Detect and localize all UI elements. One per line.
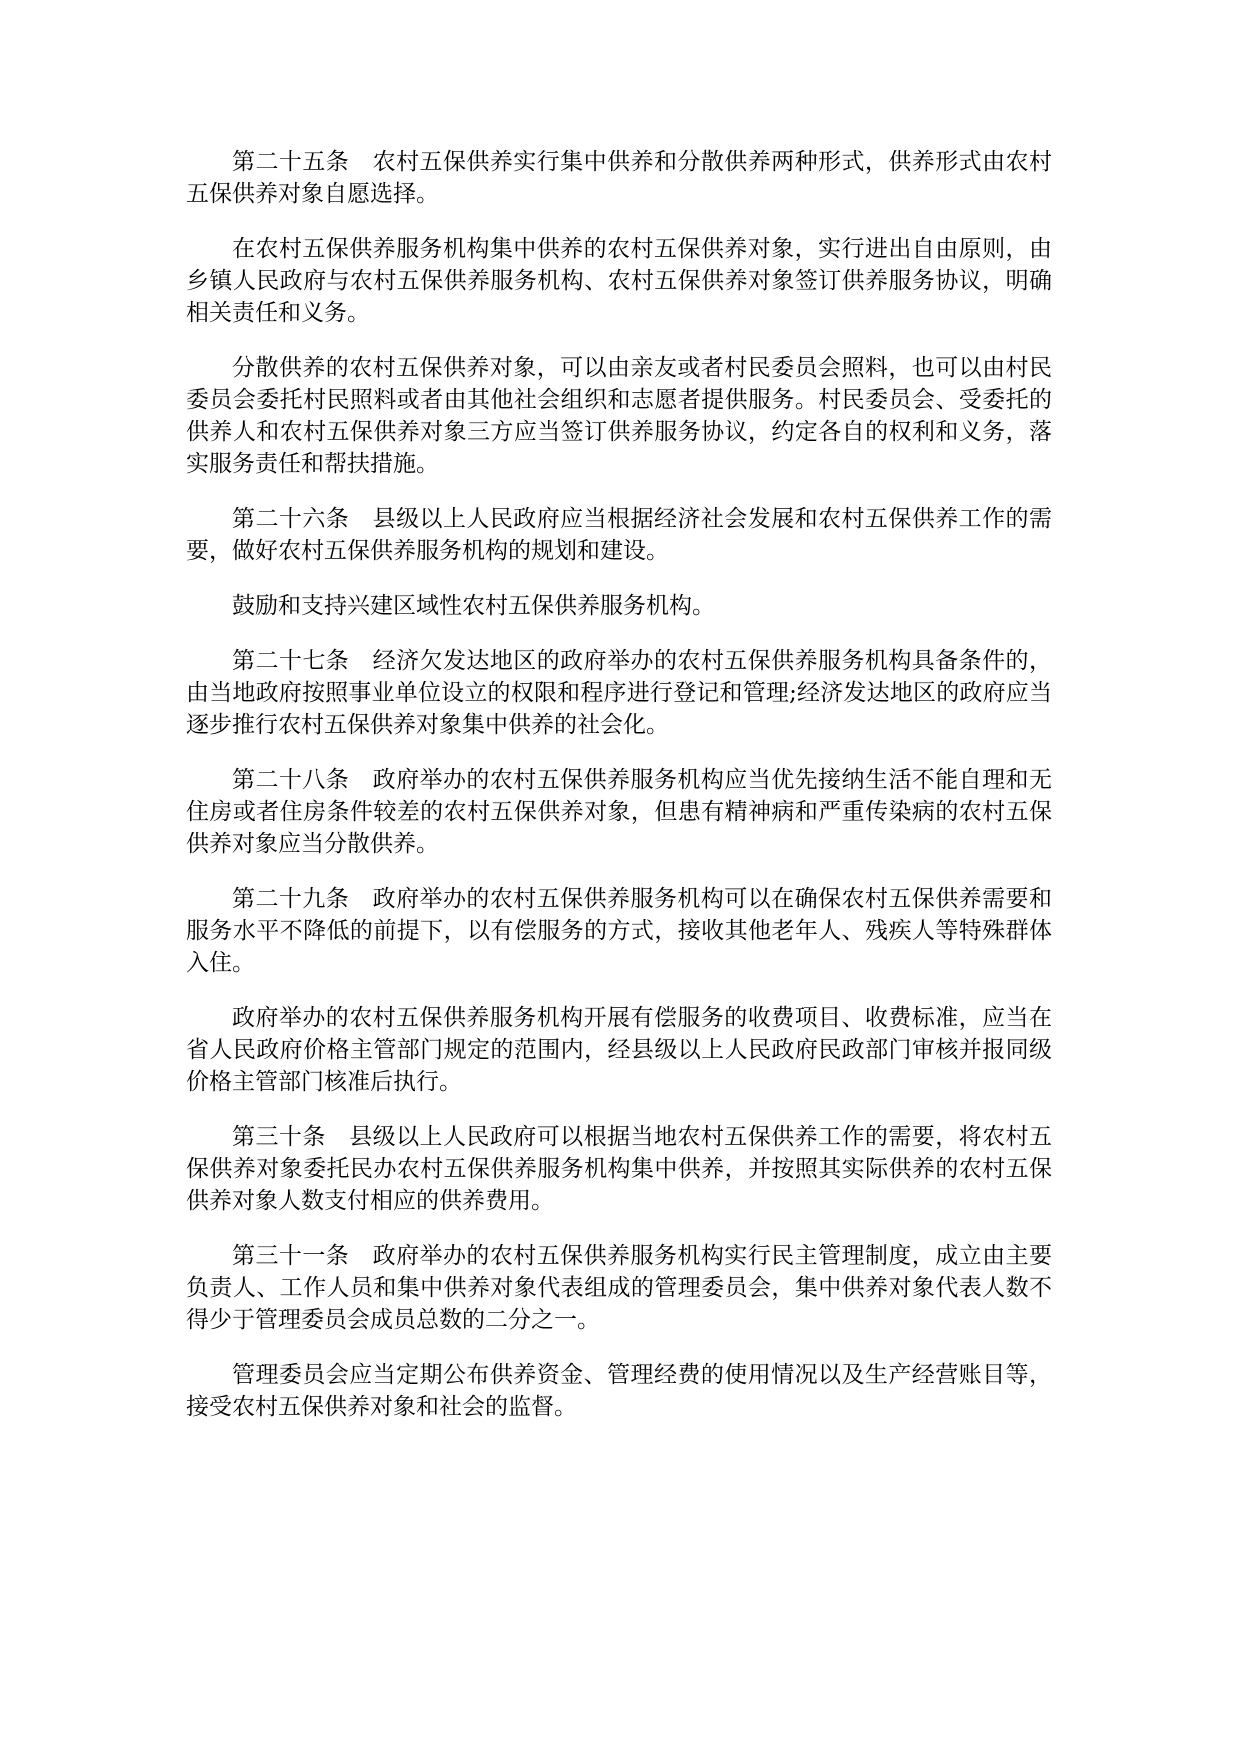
document-body [186,146,1052,1446]
paragraph-article-31-disclosure: 管理委员会应当定期公布供养资金、管理经费的使用情况以及生产经营账目等，接受农村五保供养对象和社会的监督。 [186,1362,1052,1420]
paragraph-article-29-fees: 政府举办的农村五保供养服务机构开展有偿服务的收费项目、收费标准，应当在省人民政府价格主管部门规定的范围内，经县级以上人民政府民政部门审核并报同级价格主管部门核准后执行。 [186,1005,1052,1095]
paragraph-article-30: 第三十条 县级以上人民政府可以根据当地农村五保供养工作的需要，将农村五保供养对象委托民办农村五保供养服务机构集中供养，并按照其实际供养的农村五保供养对象人数支付相应的供养费用。 [186,1124,1052,1214]
paragraph-article-29: 第二十九条 政府举办的农村五保供养服务机构可以在确保农村五保供养需要和服务水平不降低的前提下，以有偿服务的方式，接收其他老年人、残疾人等特殊群体入住。 [186,886,1052,976]
paragraph-article-28: 第二十八条 政府举办的农村五保供养服务机构应当优先接纳生活不能自理和无住房或者住房条件较差的农村五保供养对象，但患有精神病和严重传染病的农村五保供养对象应当分散供养。 [186,767,1052,857]
paragraph-article-26-regional: 鼓励和支持兴建区域性农村五保供养服务机构。 [232,593,715,619]
paragraph-article-26: 第二十六条 县级以上人民政府应当根据经济社会发展和农村五保供养工作的需要，做好农村五保供养服务机构的规划和建设。 [186,506,1052,564]
paragraph-article-25-dispersed: 分散供养的农村五保供养对象，可以由亲友或者村民委员会照料，也可以由村民委员会委托村民照料或者由其他社会组织和志愿者提供服务。村民委员会、受委托的供养人和农村五保供养对象三方应当签订供养服务协议，约定各自的权利和义务，落实服务责任和帮扶措施。 [186,355,1052,477]
paragraph-article-25: 第二十五条 农村五保供养实行集中供养和分散供养两种形式，供养形式由农村五保供养对象自愿选择。 [186,149,1052,207]
paragraph-article-25-centralized: 在农村五保供养服务机构集中供养的农村五保供养对象，实行进出自由原则，由乡镇人民政府与农村五保供养服务机构、农村五保供养对象签订供养服务协议，明确相关责任和义务。 [186,236,1052,326]
paragraph-article-27: 第二十七条 经济欠发达地区的政府举办的农村五保供养服务机构具备条件的，由当地政府按照事业单位设立的权限和程序进行登记和管理;经济发达地区的政府应当逐步推行农村五保供养对象集中供养的社会化。 [186,648,1052,738]
paragraph-article-31: 第三十一条 政府举办的农村五保供养服务机构实行民主管理制度，成立由主要负责人、工作人员和集中供养对象代表组成的管理委员会，集中供养对象代表人数不得少于管理委员会成员总数的二分之一。 [186,1243,1052,1333]
